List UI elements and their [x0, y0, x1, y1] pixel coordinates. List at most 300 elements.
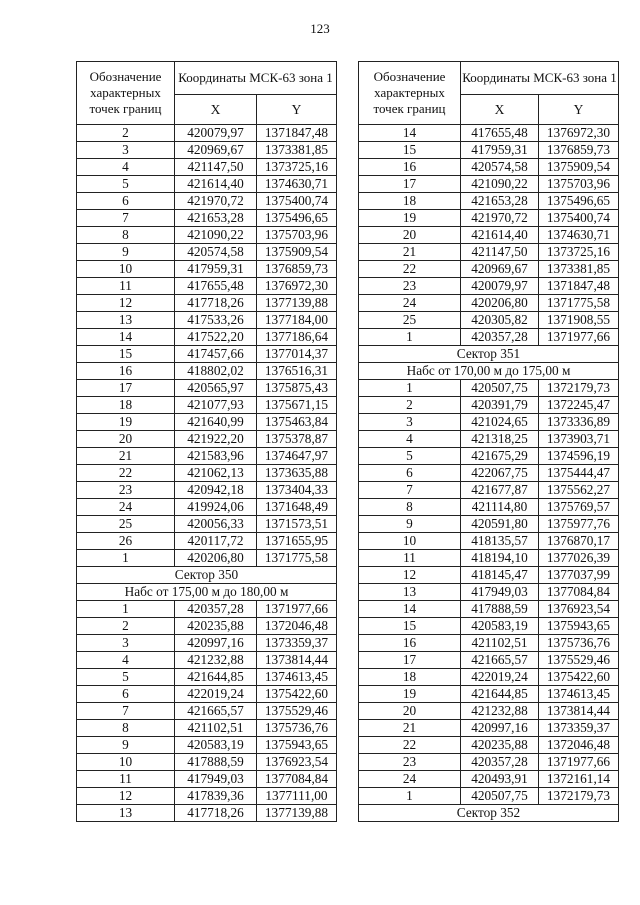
table-row [359, 601, 619, 618]
y-coordinate-cell: 1377037,99 [539, 567, 619, 584]
y-coordinate-cell: 1375422,60 [257, 686, 337, 703]
x-coordinate-cell: 417533,26 [175, 312, 257, 329]
point-column-header: Обозначение характерных точек границ [359, 62, 461, 125]
header-row [77, 62, 337, 95]
y-coordinate-cell: 1377139,88 [257, 295, 337, 312]
section-label: Сектор 352 [359, 805, 619, 822]
x-column-header: X [461, 95, 539, 125]
x-coordinate-cell: 417522,20 [175, 329, 257, 346]
table-row [359, 414, 619, 431]
y-coordinate-cell: 1375909,54 [257, 244, 337, 261]
table-row [77, 737, 337, 754]
table-row [77, 499, 337, 516]
point-number-cell: 22 [359, 261, 461, 278]
table-row [359, 278, 619, 295]
table-row [77, 754, 337, 771]
table-row [359, 771, 619, 788]
y-coordinate-cell: 1377111,00 [257, 788, 337, 805]
point-number-cell: 6 [77, 193, 175, 210]
x-coordinate-cell: 420206,80 [175, 550, 257, 567]
table-row [359, 652, 619, 669]
point-number-cell: 14 [77, 329, 175, 346]
x-coordinate-cell: 421077,93 [175, 397, 257, 414]
table-row [359, 210, 619, 227]
table-row [359, 193, 619, 210]
y-column-header: Y [539, 95, 619, 125]
x-coordinate-cell: 420056,33 [175, 516, 257, 533]
table-row [77, 771, 337, 788]
x-coordinate-cell: 420357,28 [461, 329, 539, 346]
table-body-right [359, 125, 619, 822]
section-label: Набс от 170,00 м до 175,00 м [359, 363, 619, 380]
point-number-cell: 21 [77, 448, 175, 465]
x-coordinate-cell: 420079,97 [175, 125, 257, 142]
x-coordinate-cell: 420507,75 [461, 380, 539, 397]
point-number-cell: 11 [77, 771, 175, 788]
x-coordinate-cell: 420591,80 [461, 516, 539, 533]
point-number-cell: 9 [77, 244, 175, 261]
y-coordinate-cell: 1376972,30 [539, 125, 619, 142]
table-row [359, 567, 619, 584]
x-coordinate-cell: 420079,97 [461, 278, 539, 295]
y-coordinate-cell: 1375943,65 [257, 737, 337, 754]
table-row [77, 346, 337, 363]
table-row [77, 516, 337, 533]
point-number-cell: 7 [77, 210, 175, 227]
point-number-cell: 13 [359, 584, 461, 601]
point-number-cell: 19 [359, 686, 461, 703]
x-coordinate-cell: 421318,25 [461, 431, 539, 448]
point-number-cell: 15 [77, 346, 175, 363]
x-coordinate-cell: 420574,58 [175, 244, 257, 261]
table-row [77, 227, 337, 244]
table-row [359, 125, 619, 142]
table-row [77, 431, 337, 448]
table-row [77, 278, 337, 295]
section-row [77, 567, 337, 584]
y-coordinate-cell: 1374630,71 [257, 176, 337, 193]
x-coordinate-cell: 417457,66 [175, 346, 257, 363]
x-coordinate-cell: 417949,03 [175, 771, 257, 788]
y-coordinate-cell: 1375400,74 [539, 210, 619, 227]
table-row [359, 737, 619, 754]
table-row [359, 465, 619, 482]
y-coordinate-cell: 1372161,14 [539, 771, 619, 788]
point-number-cell: 4 [77, 652, 175, 669]
y-coordinate-cell: 1372245,47 [539, 397, 619, 414]
point-number-cell: 1 [359, 380, 461, 397]
x-coordinate-cell: 420997,16 [461, 720, 539, 737]
point-number-cell: 10 [77, 754, 175, 771]
y-coordinate-cell: 1374613,45 [539, 686, 619, 703]
x-coordinate-cell: 417718,26 [175, 295, 257, 312]
table-row [77, 329, 337, 346]
point-number-cell: 20 [77, 431, 175, 448]
point-number-cell: 16 [77, 363, 175, 380]
table-row [77, 261, 337, 278]
table-row [359, 261, 619, 278]
x-coordinate-cell: 422067,75 [461, 465, 539, 482]
table-row [77, 380, 337, 397]
x-coordinate-cell: 421665,57 [175, 703, 257, 720]
point-number-cell: 3 [359, 414, 461, 431]
table-row [359, 499, 619, 516]
x-coordinate-cell: 420942,18 [175, 482, 257, 499]
x-coordinate-cell: 421644,85 [461, 686, 539, 703]
x-coordinate-cell: 420969,67 [175, 142, 257, 159]
x-coordinate-cell: 421024,65 [461, 414, 539, 431]
section-row [359, 346, 619, 363]
x-coordinate-cell: 421232,88 [175, 652, 257, 669]
x-coordinate-cell: 417839,36 [175, 788, 257, 805]
y-coordinate-cell: 1376859,73 [257, 261, 337, 278]
table-row [77, 193, 337, 210]
table-row [359, 176, 619, 193]
point-number-cell: 24 [77, 499, 175, 516]
y-coordinate-cell: 1376923,54 [257, 754, 337, 771]
point-number-cell: 12 [77, 788, 175, 805]
y-coordinate-cell: 1375875,43 [257, 380, 337, 397]
x-coordinate-cell: 420574,58 [461, 159, 539, 176]
section-label: Сектор 351 [359, 346, 619, 363]
x-coordinate-cell: 421970,72 [461, 210, 539, 227]
y-coordinate-cell: 1375444,47 [539, 465, 619, 482]
page-number: 123 [310, 21, 330, 36]
x-coordinate-cell: 420206,80 [461, 295, 539, 312]
x-coordinate-cell: 422019,24 [461, 669, 539, 686]
x-coordinate-cell: 421665,57 [461, 652, 539, 669]
y-coordinate-cell: 1375422,60 [539, 669, 619, 686]
x-coordinate-cell: 421583,96 [175, 448, 257, 465]
x-coordinate-cell: 420583,19 [461, 618, 539, 635]
point-number-cell: 24 [359, 295, 461, 312]
x-coordinate-cell: 420235,88 [461, 737, 539, 754]
table-row [359, 295, 619, 312]
header-row [359, 62, 619, 95]
table-row [77, 652, 337, 669]
y-coordinate-cell: 1375909,54 [539, 159, 619, 176]
y-coordinate-cell: 1376972,30 [257, 278, 337, 295]
table-row [359, 142, 619, 159]
y-coordinate-cell: 1371908,55 [539, 312, 619, 329]
table-row [359, 244, 619, 261]
y-coordinate-cell: 1374647,97 [257, 448, 337, 465]
y-coordinate-cell: 1375736,76 [257, 720, 337, 737]
table-row [77, 788, 337, 805]
y-coordinate-cell: 1375378,87 [257, 431, 337, 448]
point-number-cell: 23 [77, 482, 175, 499]
y-coordinate-cell: 1375943,65 [539, 618, 619, 635]
y-coordinate-cell: 1376516,31 [257, 363, 337, 380]
y-coordinate-cell: 1373814,44 [539, 703, 619, 720]
y-coordinate-cell: 1375562,27 [539, 482, 619, 499]
y-coordinate-cell: 1375463,84 [257, 414, 337, 431]
y-coordinate-cell: 1371655,95 [257, 533, 337, 550]
section-label: Сектор 350 [77, 567, 337, 584]
point-number-cell: 18 [77, 397, 175, 414]
point-number-cell: 10 [77, 261, 175, 278]
x-coordinate-cell: 420583,19 [175, 737, 257, 754]
point-number-cell: 10 [359, 533, 461, 550]
x-coordinate-cell: 420117,72 [175, 533, 257, 550]
y-coordinate-cell: 1371573,51 [257, 516, 337, 533]
x-coordinate-cell: 417718,26 [175, 805, 257, 822]
x-coordinate-cell: 421614,40 [175, 176, 257, 193]
y-coordinate-cell: 1377186,64 [257, 329, 337, 346]
point-number-cell: 2 [77, 618, 175, 635]
x-coordinate-cell: 421677,87 [461, 482, 539, 499]
point-number-cell: 7 [77, 703, 175, 720]
table-body-left [77, 125, 337, 822]
y-coordinate-cell: 1375703,96 [257, 227, 337, 244]
y-coordinate-cell: 1371847,48 [257, 125, 337, 142]
y-coordinate-cell: 1376859,73 [539, 142, 619, 159]
point-number-cell: 15 [359, 142, 461, 159]
table-row [77, 125, 337, 142]
x-coordinate-cell: 418145,47 [461, 567, 539, 584]
table-row [359, 533, 619, 550]
y-coordinate-cell: 1375496,65 [539, 193, 619, 210]
y-coordinate-cell: 1373404,33 [257, 482, 337, 499]
x-coordinate-cell: 421653,28 [461, 193, 539, 210]
y-coordinate-cell: 1375529,46 [257, 703, 337, 720]
point-number-cell: 11 [359, 550, 461, 567]
table-row [359, 720, 619, 737]
coordinates-table-left [76, 61, 337, 822]
table-row [77, 533, 337, 550]
point-number-cell: 7 [359, 482, 461, 499]
point-number-cell: 3 [77, 142, 175, 159]
x-coordinate-cell: 419924,06 [175, 499, 257, 516]
x-coordinate-cell: 417959,31 [461, 142, 539, 159]
point-number-cell: 12 [77, 295, 175, 312]
table-row [77, 550, 337, 567]
y-column-header: Y [257, 95, 337, 125]
table-row [77, 414, 337, 431]
point-number-cell: 8 [77, 720, 175, 737]
x-coordinate-cell: 421062,13 [175, 465, 257, 482]
y-coordinate-cell: 1373359,37 [257, 635, 337, 652]
coordinates-column-header: Координаты МСК-63 зона 1 [175, 62, 337, 95]
point-number-cell: 12 [359, 567, 461, 584]
table-row [359, 482, 619, 499]
point-number-cell: 1 [359, 788, 461, 805]
y-coordinate-cell: 1377084,84 [539, 584, 619, 601]
y-coordinate-cell: 1372046,48 [257, 618, 337, 635]
table-row [77, 720, 337, 737]
y-coordinate-cell: 1376923,54 [539, 601, 619, 618]
table-row [359, 754, 619, 771]
table-row [77, 618, 337, 635]
x-coordinate-cell: 417949,03 [461, 584, 539, 601]
x-coordinate-cell: 418194,10 [461, 550, 539, 567]
y-coordinate-cell: 1371847,48 [539, 278, 619, 295]
table-row [359, 703, 619, 720]
table-row [359, 788, 619, 805]
point-number-cell: 2 [359, 397, 461, 414]
y-coordinate-cell: 1375529,46 [539, 652, 619, 669]
section-row [77, 584, 337, 601]
table-row [359, 329, 619, 346]
point-number-cell: 23 [359, 278, 461, 295]
y-coordinate-cell: 1373903,71 [539, 431, 619, 448]
x-coordinate-cell: 421644,85 [175, 669, 257, 686]
point-number-cell: 19 [77, 414, 175, 431]
y-coordinate-cell: 1371977,66 [539, 329, 619, 346]
point-number-cell: 8 [77, 227, 175, 244]
point-number-cell: 22 [359, 737, 461, 754]
point-number-cell: 1 [77, 550, 175, 567]
x-coordinate-cell: 417655,48 [175, 278, 257, 295]
point-number-cell: 23 [359, 754, 461, 771]
y-coordinate-cell: 1377184,00 [257, 312, 337, 329]
point-number-cell: 6 [77, 686, 175, 703]
table-row [359, 584, 619, 601]
y-coordinate-cell: 1371977,66 [539, 754, 619, 771]
point-number-cell: 6 [359, 465, 461, 482]
y-coordinate-cell: 1374613,45 [257, 669, 337, 686]
y-coordinate-cell: 1371977,66 [257, 601, 337, 618]
point-number-cell: 5 [359, 448, 461, 465]
y-coordinate-cell: 1375671,15 [257, 397, 337, 414]
x-coordinate-cell: 417959,31 [175, 261, 257, 278]
table-row [77, 601, 337, 618]
table-row [77, 669, 337, 686]
x-coordinate-cell: 422019,24 [175, 686, 257, 703]
table-row [77, 635, 337, 652]
x-coordinate-cell: 420997,16 [175, 635, 257, 652]
y-coordinate-cell: 1375703,96 [539, 176, 619, 193]
x-coordinate-cell: 421102,51 [175, 720, 257, 737]
x-coordinate-cell: 417888,59 [175, 754, 257, 771]
point-number-cell: 22 [77, 465, 175, 482]
table-row [359, 431, 619, 448]
section-row [359, 363, 619, 380]
table-row [77, 482, 337, 499]
point-number-cell: 1 [359, 329, 461, 346]
y-coordinate-cell: 1373725,16 [257, 159, 337, 176]
point-number-cell: 17 [359, 652, 461, 669]
point-number-cell: 1 [77, 601, 175, 618]
table-row [77, 805, 337, 822]
x-coordinate-cell: 421922,20 [175, 431, 257, 448]
point-number-cell: 11 [77, 278, 175, 295]
y-coordinate-cell: 1374596,19 [539, 448, 619, 465]
point-number-cell: 18 [359, 193, 461, 210]
point-number-cell: 20 [359, 703, 461, 720]
x-coordinate-cell: 420507,75 [461, 788, 539, 805]
point-number-cell: 13 [77, 312, 175, 329]
point-number-cell: 19 [359, 210, 461, 227]
table-row [359, 669, 619, 686]
y-coordinate-cell: 1375736,76 [539, 635, 619, 652]
x-coordinate-cell: 420969,67 [461, 261, 539, 278]
point-number-cell: 21 [359, 244, 461, 261]
y-coordinate-cell: 1371648,49 [257, 499, 337, 516]
y-coordinate-cell: 1372046,48 [539, 737, 619, 754]
x-column-header: X [175, 95, 257, 125]
x-coordinate-cell: 421675,29 [461, 448, 539, 465]
y-coordinate-cell: 1371775,58 [257, 550, 337, 567]
point-number-cell: 17 [359, 176, 461, 193]
y-coordinate-cell: 1372179,73 [539, 380, 619, 397]
x-coordinate-cell: 421653,28 [175, 210, 257, 227]
y-coordinate-cell: 1375400,74 [257, 193, 337, 210]
table-row [77, 397, 337, 414]
y-coordinate-cell: 1371775,58 [539, 295, 619, 312]
point-number-cell: 9 [77, 737, 175, 754]
point-number-cell: 14 [359, 601, 461, 618]
table-row [359, 635, 619, 652]
point-number-cell: 15 [359, 618, 461, 635]
section-row [359, 805, 619, 822]
point-number-cell: 16 [359, 159, 461, 176]
table-row [77, 363, 337, 380]
y-coordinate-cell: 1373381,85 [257, 142, 337, 159]
y-coordinate-cell: 1376870,17 [539, 533, 619, 550]
point-number-cell: 18 [359, 669, 461, 686]
y-coordinate-cell: 1377139,88 [257, 805, 337, 822]
x-coordinate-cell: 418135,57 [461, 533, 539, 550]
x-coordinate-cell: 420235,88 [175, 618, 257, 635]
x-coordinate-cell: 421232,88 [461, 703, 539, 720]
point-number-cell: 25 [77, 516, 175, 533]
section-label: Набс от 175,00 м до 180,00 м [77, 584, 337, 601]
table-row [77, 448, 337, 465]
point-number-cell: 5 [77, 176, 175, 193]
point-number-cell: 25 [359, 312, 461, 329]
y-coordinate-cell: 1375496,65 [257, 210, 337, 227]
point-number-cell: 8 [359, 499, 461, 516]
x-coordinate-cell: 421147,50 [461, 244, 539, 261]
y-coordinate-cell: 1374630,71 [539, 227, 619, 244]
point-number-cell: 26 [77, 533, 175, 550]
y-coordinate-cell: 1377014,37 [257, 346, 337, 363]
coordinates-column-header: Координаты МСК-63 зона 1 [461, 62, 619, 95]
table-row [77, 142, 337, 159]
point-number-cell: 20 [359, 227, 461, 244]
table-row [359, 618, 619, 635]
y-coordinate-cell: 1377026,39 [539, 550, 619, 567]
table-row [77, 244, 337, 261]
table-row [359, 312, 619, 329]
table-row [77, 295, 337, 312]
x-coordinate-cell: 421114,80 [461, 499, 539, 516]
y-coordinate-cell: 1373381,85 [539, 261, 619, 278]
y-coordinate-cell: 1377084,84 [257, 771, 337, 788]
table-row [77, 312, 337, 329]
table-row [359, 397, 619, 414]
point-column-header: Обозначение характерных точек границ [77, 62, 175, 125]
point-number-cell: 16 [359, 635, 461, 652]
x-coordinate-cell: 421090,22 [461, 176, 539, 193]
point-number-cell: 24 [359, 771, 461, 788]
table-row [77, 176, 337, 193]
x-coordinate-cell: 421970,72 [175, 193, 257, 210]
y-coordinate-cell: 1372179,73 [539, 788, 619, 805]
x-coordinate-cell: 421102,51 [461, 635, 539, 652]
y-coordinate-cell: 1375769,57 [539, 499, 619, 516]
table-row [359, 516, 619, 533]
x-coordinate-cell: 420357,28 [175, 601, 257, 618]
table-row [77, 159, 337, 176]
table-row [359, 686, 619, 703]
x-coordinate-cell: 420357,28 [461, 754, 539, 771]
table-row [359, 227, 619, 244]
x-coordinate-cell: 421147,50 [175, 159, 257, 176]
x-coordinate-cell: 421640,99 [175, 414, 257, 431]
y-coordinate-cell: 1373336,89 [539, 414, 619, 431]
